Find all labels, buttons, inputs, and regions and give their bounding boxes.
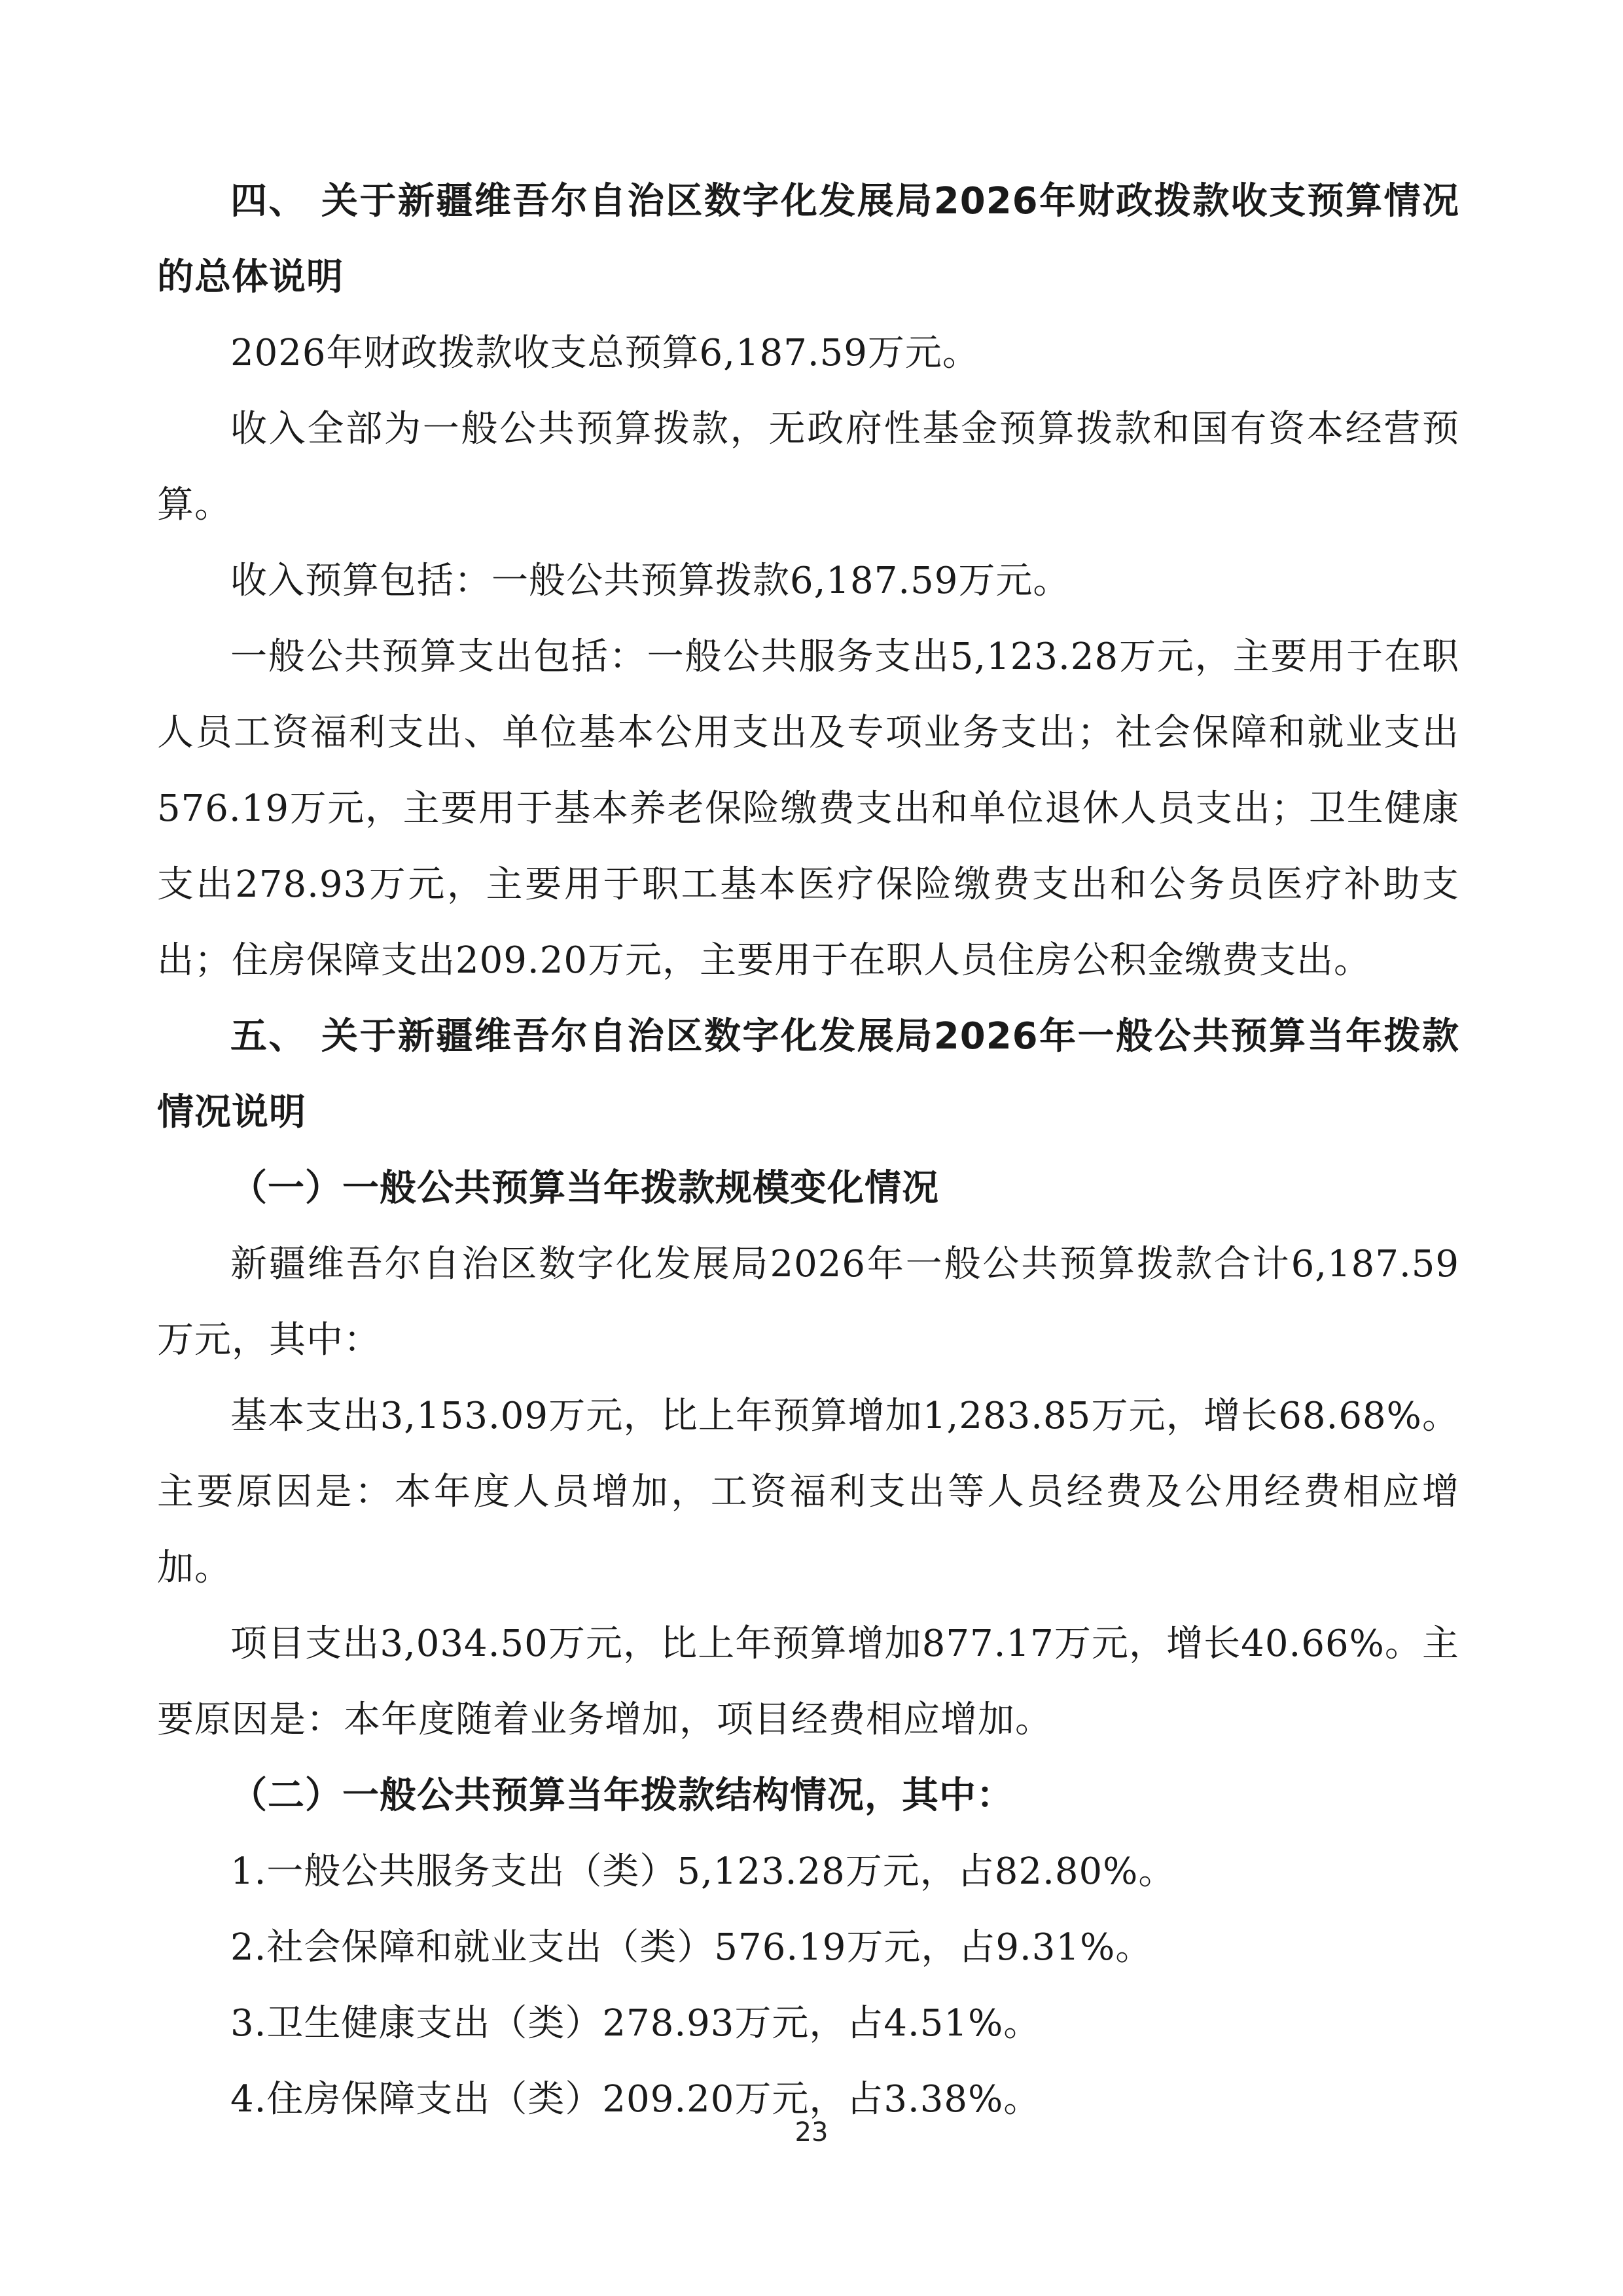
section-heading-5: 五、 关于新疆维吾尔自治区数字化发展局2026年一般公共预算当年拨款情况说明 xyxy=(157,1015,1459,1134)
list-item-social-security: 2.社会保障和就业支出（类）576.19万元，占9.31%。 xyxy=(230,1926,1153,1969)
page-number: 23 xyxy=(794,2117,829,2147)
paragraph-income-source: 收入全部为一般公共预算拨款，无政府性基金预算拨款和国有资本经营预算。 xyxy=(157,408,1459,526)
paragraph-project-expenditure: 项目支出3,034.50万元，比上年预算增加877.17万元，增长40.66%。主要原因是：本年度随着业务增加，项目经费相应增加。 xyxy=(157,1623,1459,1741)
document-body xyxy=(157,164,1459,2138)
section-heading-4: 四、 关于新疆维吾尔自治区数字化发展局2026年财政拨款收支预算情况的总体说明 xyxy=(157,180,1459,298)
paragraph-basic-expenditure: 基本支出3,153.09万元，比上年预算增加1,283.85万元，增长68.68%。主要原因是：本年度人员增加，工资福利支出等人员经费及公用经费相应增加。 xyxy=(157,1395,1459,1589)
paragraph-total-appropriation: 新疆维吾尔自治区数字化发展局2026年一般公共预算拨款合计6,187.59万元，其中： xyxy=(157,1243,1459,1361)
list-item-general-public-services: 1.一般公共服务支出（类）5,123.28万元，占82.80%。 xyxy=(230,1850,1176,1893)
paragraph-expenditure-breakdown: 一般公共预算支出包括：一般公共服务支出5,123.28万元，主要用于在职人员工资福利支出、单位基本公用支出及专项业务支出；社会保障和就业支出576.19万元，主要用于基本养老保险缴费支出和单位退休人员支出；卫生健康支出278.93万元，主要用于职工基本医疗保险缴费支出和公务员医疗补助支出；住房保障支出209.20万元，主要用于在职人员住房公积金缴费支出。 xyxy=(157,636,1459,982)
list-item-housing: 4.住房保障支出（类）209.20万元，占3.38%。 xyxy=(230,2078,1041,2121)
list-item-health: 3.卫生健康支出（类）278.93万元，占4.51%。 xyxy=(230,2002,1041,2045)
paragraph-income-budget: 收入预算包括：一般公共预算拨款6,187.59万元。 xyxy=(230,560,1071,602)
subsection-heading-2: （二）一般公共预算当年拨款结构情况，其中： xyxy=(230,1774,1014,1817)
paragraph-total-budget: 2026年财政拨款收支总预算6,187.59万元。 xyxy=(230,332,980,374)
subsection-heading-1: （一）一般公共预算当年拨款规模变化情况 xyxy=(230,1167,939,1210)
